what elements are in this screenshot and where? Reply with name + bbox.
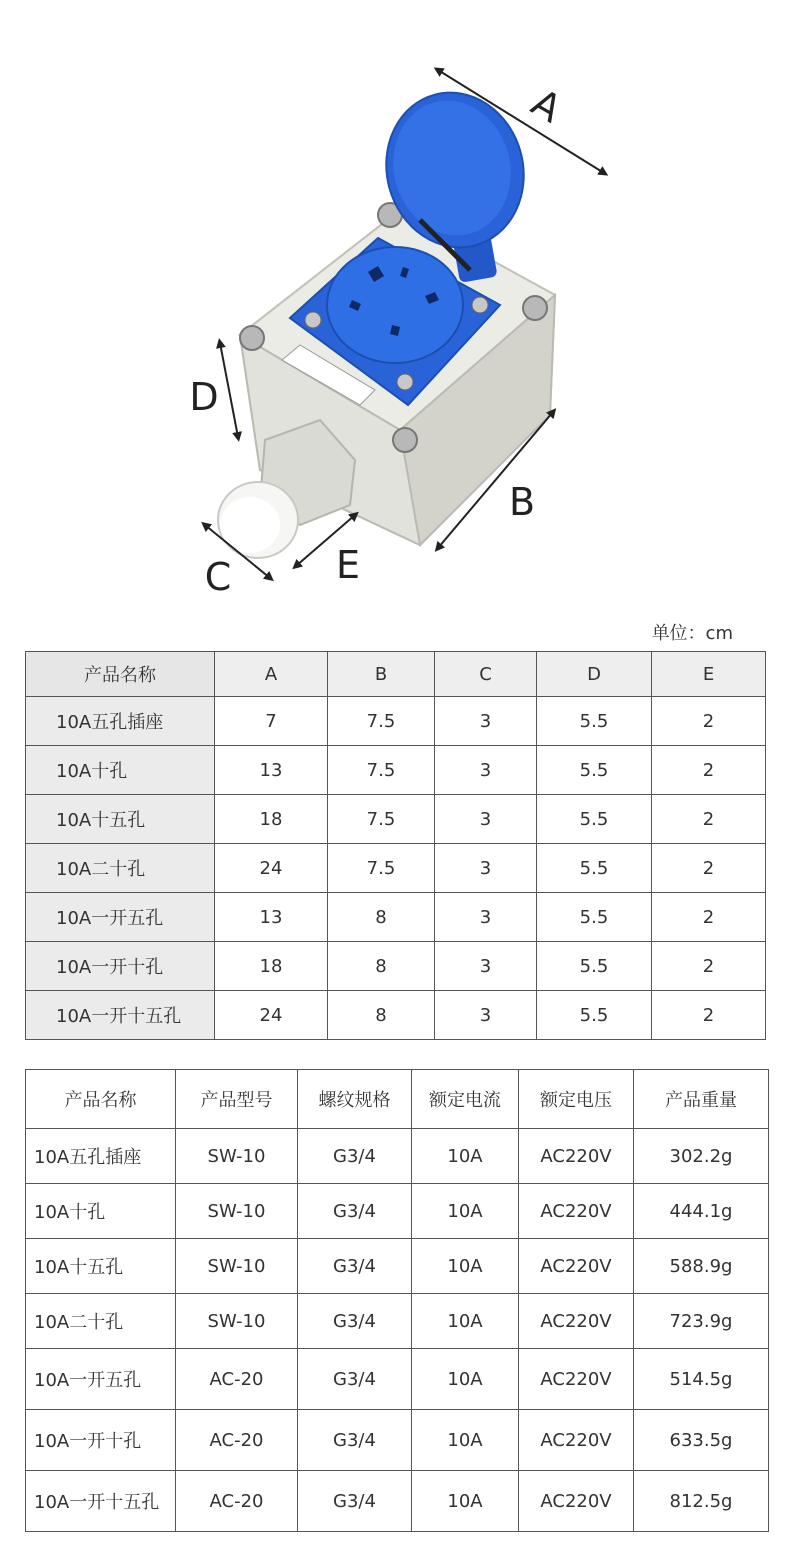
table-cell: 10A一开十孔 xyxy=(26,1410,176,1471)
table-cell: AC220V xyxy=(519,1294,634,1349)
table-row xyxy=(26,844,766,893)
table-cell: 5.5 xyxy=(537,942,652,991)
table-cell: 8 xyxy=(328,991,435,1040)
table-cell: 10A一开五孔 xyxy=(26,893,215,942)
unit-note: 单位：cm xyxy=(651,623,733,644)
table-cell: 10A五孔插座 xyxy=(26,697,215,746)
table-cell: 723.9g xyxy=(634,1294,769,1349)
table-cell: 2 xyxy=(652,844,766,893)
table-row xyxy=(26,1184,769,1239)
table-cell: G3/4 xyxy=(298,1294,412,1349)
table-cell: 10A十五孔 xyxy=(26,1239,176,1294)
header-cell: 产品名称 xyxy=(26,652,215,697)
table-cell: 3 xyxy=(435,746,537,795)
header-cell: A xyxy=(215,652,328,697)
table-cell: 5.5 xyxy=(537,844,652,893)
table-cell: 588.9g xyxy=(634,1239,769,1294)
table-header-row xyxy=(26,1070,769,1129)
table-cell: 8 xyxy=(328,893,435,942)
cable-gland xyxy=(218,420,355,558)
table-cell: 24 xyxy=(215,844,328,893)
header-cell: C xyxy=(435,652,537,697)
table-cell: 10A二十孔 xyxy=(26,1294,176,1349)
table-cell: 3 xyxy=(435,697,537,746)
table-row xyxy=(26,1294,769,1349)
header-cell: 额定电流 xyxy=(412,1070,519,1129)
table-cell: SW-10 xyxy=(176,1184,298,1239)
header-cell: B xyxy=(328,652,435,697)
table-cell: 2 xyxy=(652,893,766,942)
table-cell: 2 xyxy=(652,746,766,795)
header-cell: 产品名称 xyxy=(26,1070,176,1129)
table-cell: AC220V xyxy=(519,1410,634,1471)
table-cell: 2 xyxy=(652,991,766,1040)
header-cell: 螺纹规格 xyxy=(298,1070,412,1129)
table-header-row xyxy=(26,652,766,697)
table-cell: 633.5g xyxy=(634,1410,769,1471)
dimension-label-a: A xyxy=(524,80,569,132)
table-cell: G3/4 xyxy=(298,1410,412,1471)
table-cell: G3/4 xyxy=(298,1471,412,1532)
table-cell: G3/4 xyxy=(298,1239,412,1294)
table-row xyxy=(26,942,766,991)
table-cell: 5.5 xyxy=(537,991,652,1040)
dimension-table xyxy=(25,651,766,1040)
table-cell: 7.5 xyxy=(328,795,435,844)
table-row xyxy=(26,697,766,746)
table-row xyxy=(26,1471,769,1532)
table-cell: 10A十五孔 xyxy=(26,795,215,844)
table-cell: 2 xyxy=(652,697,766,746)
table-cell: 18 xyxy=(215,795,328,844)
table-cell: 444.1g xyxy=(634,1184,769,1239)
table-cell: AC220V xyxy=(519,1471,634,1532)
table-cell: 10A xyxy=(412,1184,519,1239)
header-cell: E xyxy=(652,652,766,697)
table-cell: 3 xyxy=(435,844,537,893)
table-cell: G3/4 xyxy=(298,1349,412,1410)
header-cell: D xyxy=(537,652,652,697)
table-cell: 10A xyxy=(412,1349,519,1410)
table-cell: 10A二十孔 xyxy=(26,844,215,893)
table-cell: 5.5 xyxy=(537,795,652,844)
product-illustration xyxy=(0,0,790,610)
table-row xyxy=(26,1349,769,1410)
table-cell: 10A一开五孔 xyxy=(26,1349,176,1410)
table-cell: 7.5 xyxy=(328,844,435,893)
table-row xyxy=(26,1410,769,1471)
table-cell: 13 xyxy=(215,746,328,795)
table-cell: 7.5 xyxy=(328,746,435,795)
table-cell: 5.5 xyxy=(537,893,652,942)
table-cell: 24 xyxy=(215,991,328,1040)
dimension-label-e: E xyxy=(335,543,361,587)
table-row xyxy=(26,1129,769,1184)
table-cell: SW-10 xyxy=(176,1239,298,1294)
table-cell: 514.5g xyxy=(634,1349,769,1410)
table-cell: G3/4 xyxy=(298,1129,412,1184)
table-cell: 10A一开十五孔 xyxy=(26,991,215,1040)
table-cell: 10A xyxy=(412,1471,519,1532)
header-cell: 产品型号 xyxy=(176,1070,298,1129)
table-cell: 10A一开十五孔 xyxy=(26,1471,176,1532)
table-row xyxy=(26,991,766,1040)
dimension-label-c: C xyxy=(204,555,232,599)
table-cell: 10A xyxy=(412,1239,519,1294)
table-cell: 10A一开十孔 xyxy=(26,942,215,991)
table-cell: AC-20 xyxy=(176,1471,298,1532)
table-cell: 2 xyxy=(652,942,766,991)
table-cell: AC-20 xyxy=(176,1349,298,1410)
table-cell: 10A xyxy=(412,1410,519,1471)
table-cell: AC220V xyxy=(519,1239,634,1294)
table-cell: 18 xyxy=(215,942,328,991)
table-cell: 8 xyxy=(328,942,435,991)
table-cell: 812.5g xyxy=(634,1471,769,1532)
table-cell: 3 xyxy=(435,893,537,942)
table-cell: 3 xyxy=(435,795,537,844)
table-row xyxy=(26,893,766,942)
dimension-label-b: B xyxy=(508,480,536,524)
table-cell: SW-10 xyxy=(176,1294,298,1349)
table-cell: SW-10 xyxy=(176,1129,298,1184)
table-cell: 2 xyxy=(652,795,766,844)
table-cell: AC220V xyxy=(519,1349,634,1410)
table-cell: 10A十孔 xyxy=(26,1184,176,1239)
table-cell: 13 xyxy=(215,893,328,942)
table-cell: 10A xyxy=(412,1129,519,1184)
table-cell: 3 xyxy=(435,942,537,991)
table-cell: 10A十孔 xyxy=(26,746,215,795)
table-cell: 5.5 xyxy=(537,697,652,746)
table-row xyxy=(26,1239,769,1294)
table-row xyxy=(26,746,766,795)
table-row xyxy=(26,795,766,844)
header-cell: 额定电压 xyxy=(519,1070,634,1129)
table-cell: 5.5 xyxy=(537,746,652,795)
table-cell: AC-20 xyxy=(176,1410,298,1471)
dimension-label-d: D xyxy=(189,375,219,419)
spec-table xyxy=(25,1069,769,1532)
table-cell: 302.2g xyxy=(634,1129,769,1184)
table-cell: 10A五孔插座 xyxy=(26,1129,176,1184)
table-cell: AC220V xyxy=(519,1184,634,1239)
table-cell: G3/4 xyxy=(298,1184,412,1239)
table-cell: 3 xyxy=(435,991,537,1040)
header-cell: 产品重量 xyxy=(634,1070,769,1129)
table-cell: AC220V xyxy=(519,1129,634,1184)
table-cell: 7 xyxy=(215,697,328,746)
table-cell: 10A xyxy=(412,1294,519,1349)
table-cell: 7.5 xyxy=(328,697,435,746)
